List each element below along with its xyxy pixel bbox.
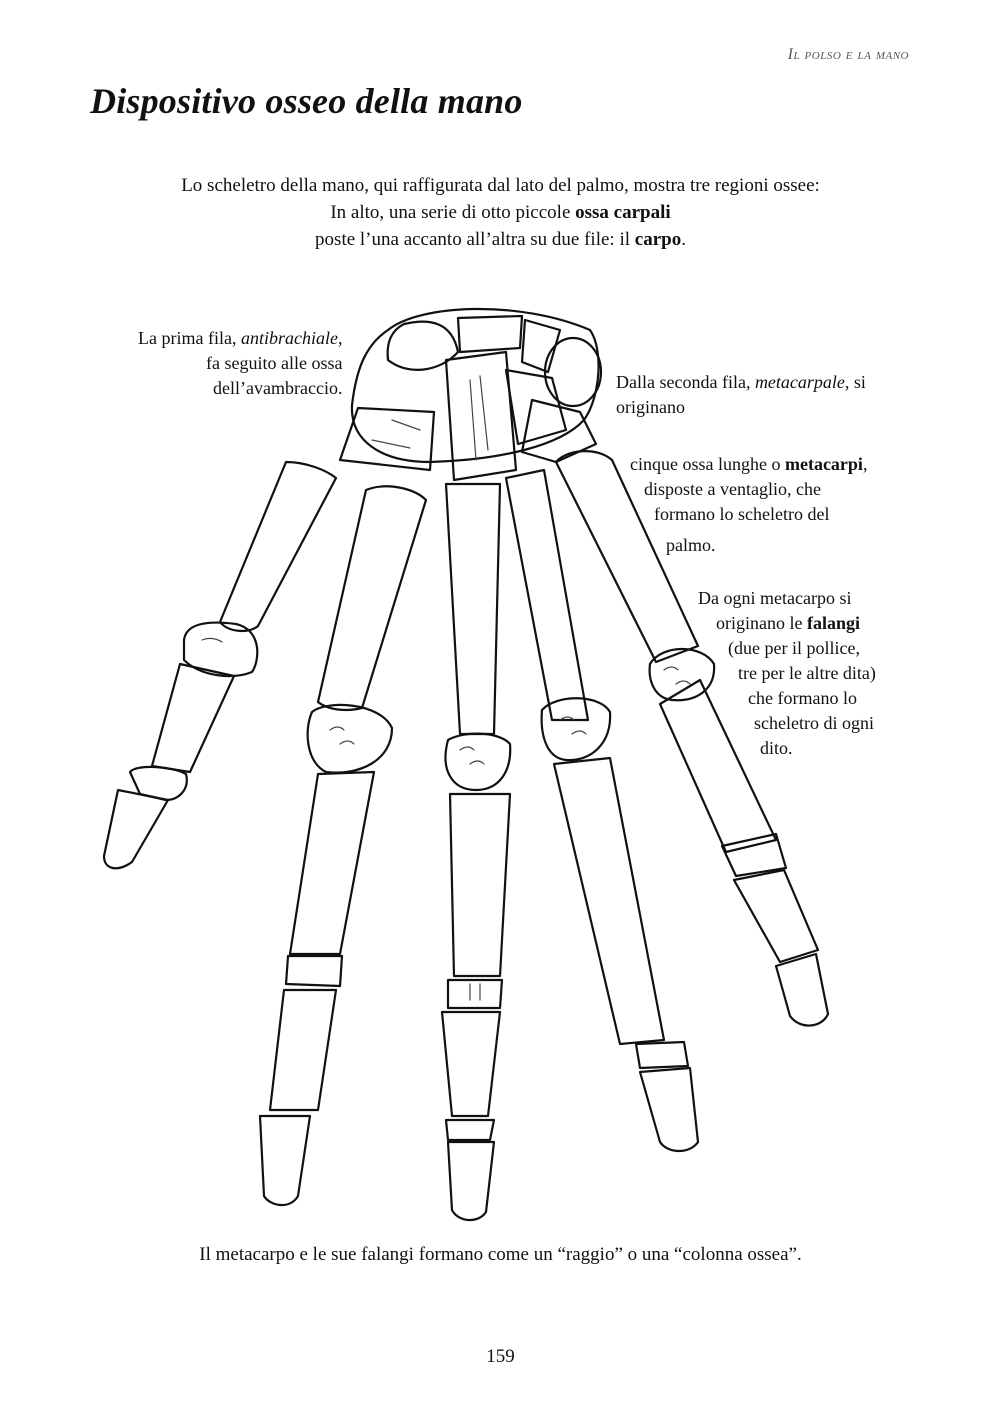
intro-line-3-text: poste l’una accanto all’altra su due file: il (315, 229, 635, 250)
intro-line-1: Lo scheletro della mano, qui raffigurata dal lato del palmo, mostra tre regioni ossee: (181, 175, 820, 196)
intro-paragraph (0, 172, 1001, 253)
callout-metacarpale (616, 370, 866, 420)
callout-metacarpale-line-1 (616, 370, 866, 395)
callout-falangi-line-2 (698, 611, 876, 636)
term-metacarpale: metacarpale (754, 372, 845, 392)
intro-line-3 (0, 226, 1001, 253)
callout-antibrachiale (138, 326, 342, 401)
term-carpo: carpo (634, 229, 682, 250)
callout-antibrachiale-text: La prima fila, (138, 328, 241, 348)
callout-antibrachiale-line-2: fa seguito alle ossa (206, 353, 343, 373)
callout-antibrachiale-line-3: dell’avambraccio. (213, 378, 343, 398)
callout-metacarpale-text: Dalla seconda fila, (616, 372, 755, 392)
callout-metacarpale-tail: , si (844, 372, 866, 392)
callout-metacarpi-punct: , (862, 454, 868, 474)
middle-finger-bones (442, 484, 510, 1220)
callout-metacarpi-line-1 (630, 452, 867, 477)
callout-metacarpi-line-3: formano lo scheletro del (654, 504, 830, 524)
term-metacarpi: metacarpi (784, 454, 863, 474)
callout-metacarpale-line-2: originano (616, 397, 685, 417)
callout-metacarpi (630, 452, 867, 558)
callout-metacarpi-text: cinque ossa lunghe o (630, 454, 785, 474)
callout-antibrachiale-punct: , (337, 328, 343, 348)
term-falangi: falangi (806, 613, 860, 633)
ring-finger-bones (506, 470, 698, 1151)
intro-line-2 (0, 199, 1001, 226)
callout-antibrachiale-line-1 (138, 326, 342, 351)
callout-falangi-line-4: tre per le altre dita) (738, 663, 876, 683)
intro-line-3-end: . (681, 229, 686, 250)
index-finger-bones (260, 486, 426, 1205)
running-head: Il polso e la mano (787, 46, 909, 63)
callout-falangi (698, 586, 876, 761)
callout-falangi-text: originano le (716, 613, 807, 633)
page-title: Dispositivo osseo della mano (90, 81, 523, 121)
term-ossa-carpali: ossa carpali (575, 202, 671, 223)
term-antibrachiale: antibrachiale (240, 328, 338, 348)
callout-metacarpi-line-4: palmo. (666, 535, 716, 555)
callout-falangi-line-6: scheletro di ogni (754, 713, 874, 733)
callout-falangi-line-7: dito. (760, 738, 793, 758)
intro-line-2-text: In alto, una serie di otto piccole (330, 202, 576, 223)
callout-falangi-line-5: che formano lo (748, 688, 857, 708)
figure-caption: Il metacarpo e le sue falangi formano come un “raggio” o una “colonna ossea”. (199, 1244, 802, 1265)
callout-metacarpi-line-2: disposte a ventaglio, che (644, 479, 821, 499)
hand-skeleton-illustration (90, 300, 850, 1230)
callout-falangi-line-3: (due per il pollice, (728, 638, 860, 658)
callout-falangi-line-1: Da ogni metacarpo si (698, 588, 852, 608)
page-number: 159 (486, 1346, 515, 1367)
thumb-bones (104, 462, 336, 868)
